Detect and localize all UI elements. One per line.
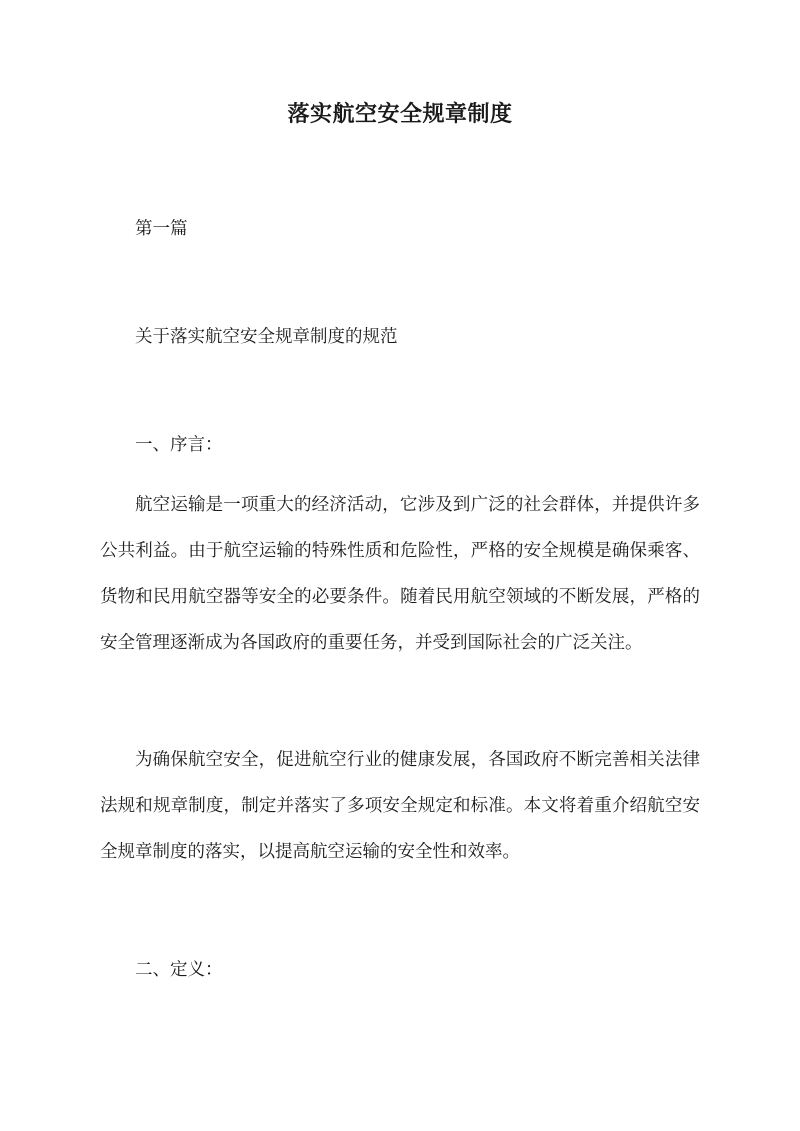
section-heading-definition: 二、定义： xyxy=(135,960,223,980)
document-title: 落实航空安全规章制度 xyxy=(287,101,513,127)
section-heading-preface: 一、序言： xyxy=(135,435,223,455)
preface-paragraph-1: 航空运输是一项重大的经济活动，它涉及到广泛的社会群体，并提供许多公共利益。由于航空运输的特殊性质和危险性，严格的安全规模是确保乘客、货物和民用航空器等安全的必要条件。随着民用航空领域的不断发展，严格的安全管理逐渐成为各国政府的重要任务，并受到国际社会的广泛关注。 xyxy=(100,495,700,653)
preface-paragraph-2: 为确保航空安全，促进航空行业的健康发展，各国政府不断完善相关法律法规和规章制度，制定并落实了多项安全规定和标准。本文将着重介绍航空安全规章制度的落实，以提高航空运输的安全性和效率。 xyxy=(100,750,700,862)
part-label: 第一篇 xyxy=(135,219,188,239)
document-subtitle: 关于落实航空安全规章制度的规范 xyxy=(135,327,398,347)
